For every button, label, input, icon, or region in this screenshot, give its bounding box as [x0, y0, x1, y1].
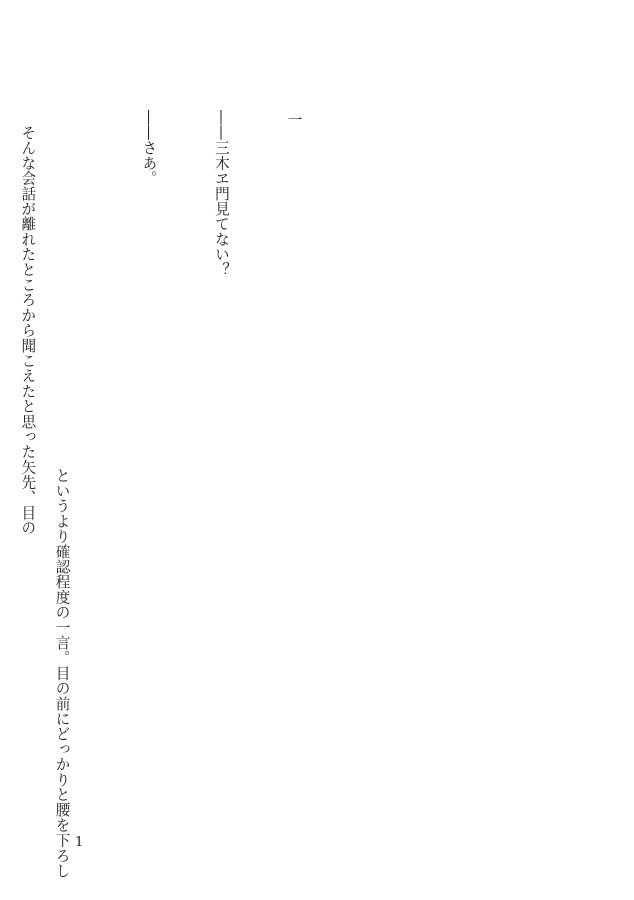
text-line: そんな会話が離れたところから聞こえたと思った矢先、目の	[19, 110, 37, 536]
text-line: ――三木ヱ門見てない？	[212, 110, 230, 278]
chapter-heading: 一	[285, 112, 303, 128]
page-number: 1	[75, 835, 84, 850]
lower-text-block	[0, 468, 122, 879]
upper-text-block	[0, 110, 354, 536]
text-line: ――さあ。	[140, 110, 158, 186]
text-line: というより確認程度の一言。目の前にどっかりと腰を下ろし	[53, 468, 71, 879]
text-line	[0, 468, 1, 820]
